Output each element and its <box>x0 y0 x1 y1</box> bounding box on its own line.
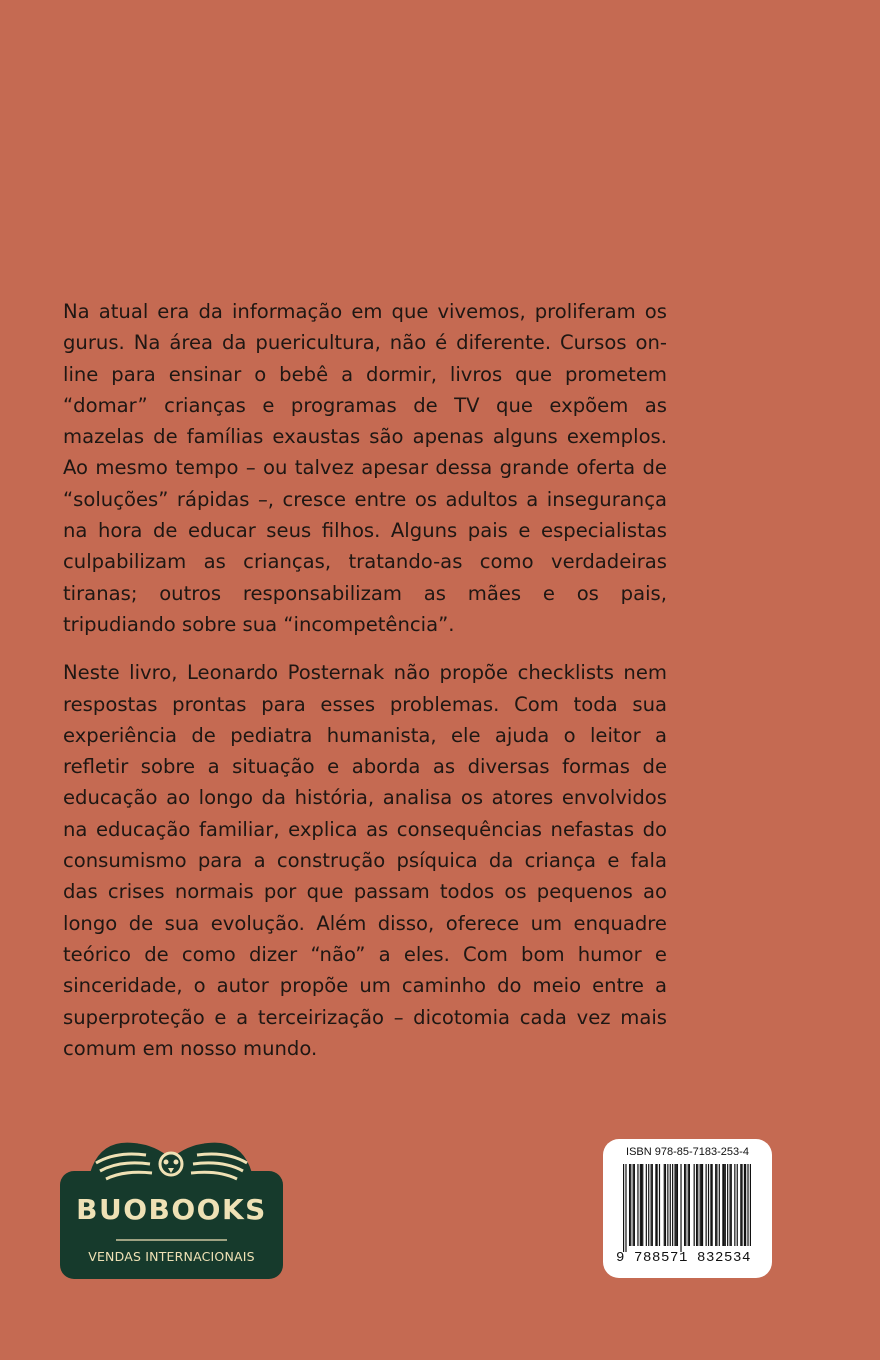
barcode-bar <box>646 1164 647 1246</box>
barcode-bar <box>665 1164 666 1246</box>
logo-wordmark: BUOBOOKS <box>76 1193 267 1226</box>
barcode-bar <box>697 1164 698 1246</box>
blurb-paragraph-1: Na atual era da informação em que vivemos, proliferam os gurus. Na área da puericultura, não é diferente. Cursos on-line para ensinar o bebê a dormir, livros que prometem “domar” crianças e programas de TV que expõem as mazelas de famílias exaustas são apenas alguns exemplos. Ao mesmo tempo – ou talvez apesar dessa grande oferta de “soluções” rápidas –, cresce entre os adultos a insegurança na hora de educar seus filhos. Alguns pais e especialistas culpabilizam as crianças, tratando-as como verdadeiras tiranas; outros responsabilizam as mães e os pais, tripudiando sobre sua “incompetência”. <box>63 300 667 636</box>
barcode-bar <box>741 1164 742 1246</box>
barcode-bar <box>702 1164 703 1246</box>
barcode-bar <box>712 1164 713 1246</box>
barcode-bar <box>676 1164 677 1246</box>
barcode-bar <box>708 1164 709 1246</box>
barcode-bar <box>727 1164 728 1246</box>
barcode-bar <box>655 1164 656 1246</box>
barcode-bar <box>629 1164 630 1246</box>
barcode-bar <box>734 1164 735 1246</box>
barcode-bar <box>715 1164 716 1246</box>
barcode-bar <box>630 1164 631 1246</box>
blurb-paragraph-2: Neste livro, Leonardo Posternak não propõe checklists nem respostas prontas para esses problemas. Com toda sua experiência de pediatra humanista, ele ajuda o leitor a refletir sobre a situação e aborda as diversas formas de educação ao longo da história, analisa os atores envolvidos na educação familiar, explica as consequências nefastas do consumismo para a construção psíquica da criança e fala das crises normais por que passam todos os pequenos ao longo de sua evolução. Além disso, oferece um enquadre teórico de como dizer “não” a eles. Com bom humor e sinceridade, o autor propõe um caminho do meio entre a superproteção e a terceirização – dicotomia cada vez mais comum em nosso mundo. <box>63 661 667 1060</box>
logo-tagline: VENDAS INTERNACIONAIS <box>88 1249 255 1264</box>
barcode-bar <box>670 1164 671 1246</box>
barcode-bar <box>642 1164 643 1246</box>
barcode-bar <box>640 1164 641 1246</box>
barcode-bar <box>706 1164 707 1246</box>
barcode-bar <box>625 1164 626 1252</box>
barcode-bar <box>725 1164 726 1246</box>
barcode-bar <box>710 1164 711 1246</box>
barcode-bar <box>696 1164 697 1246</box>
barcode-digits: 9 788571 832534 <box>616 1250 752 1266</box>
barcode-bar <box>684 1164 685 1246</box>
barcode-bar <box>672 1164 673 1246</box>
barcode-bar <box>667 1164 668 1246</box>
isbn-barcode <box>603 1139 772 1278</box>
barcode-bar <box>623 1164 624 1252</box>
barcode-bar <box>688 1164 689 1246</box>
barcode-bar <box>731 1164 732 1246</box>
barcode-bar <box>747 1164 748 1246</box>
barcode-bar <box>701 1164 702 1246</box>
barcode-bar <box>719 1164 720 1246</box>
barcode-bar <box>694 1164 695 1246</box>
barcode-bar <box>722 1164 723 1246</box>
barcode-bar <box>740 1164 741 1246</box>
publisher-logo <box>60 1133 283 1279</box>
back-cover-blurb <box>63 296 667 1081</box>
barcode-bar <box>633 1164 634 1246</box>
barcode-bar <box>634 1164 635 1246</box>
barcode-bar <box>657 1164 658 1246</box>
barcode-bar <box>745 1164 746 1246</box>
barcode-bar <box>652 1164 653 1246</box>
barcode-bar <box>637 1164 638 1246</box>
barcode-icon <box>623 1164 751 1252</box>
barcode-bar <box>659 1164 660 1246</box>
barcode-bar <box>689 1164 690 1246</box>
barcode-bar <box>737 1164 738 1246</box>
barcode-bar <box>685 1164 686 1246</box>
barcode-bar <box>729 1164 730 1246</box>
barcode-bar <box>648 1164 649 1246</box>
isbn-label: ISBN 978-85-7183-253-4 <box>626 1146 749 1158</box>
barcode-bar <box>723 1164 724 1246</box>
barcode-bar <box>680 1164 681 1252</box>
barcode-bar <box>750 1164 751 1246</box>
barcode-bar <box>700 1164 701 1246</box>
barcode-bar <box>651 1164 652 1246</box>
barcode-bar <box>674 1164 675 1246</box>
barcode-bar <box>641 1164 642 1246</box>
barcode-bar <box>664 1164 665 1246</box>
barcode-bar <box>716 1164 717 1246</box>
barcode-bar <box>744 1164 745 1246</box>
barcode-bar <box>677 1164 678 1246</box>
